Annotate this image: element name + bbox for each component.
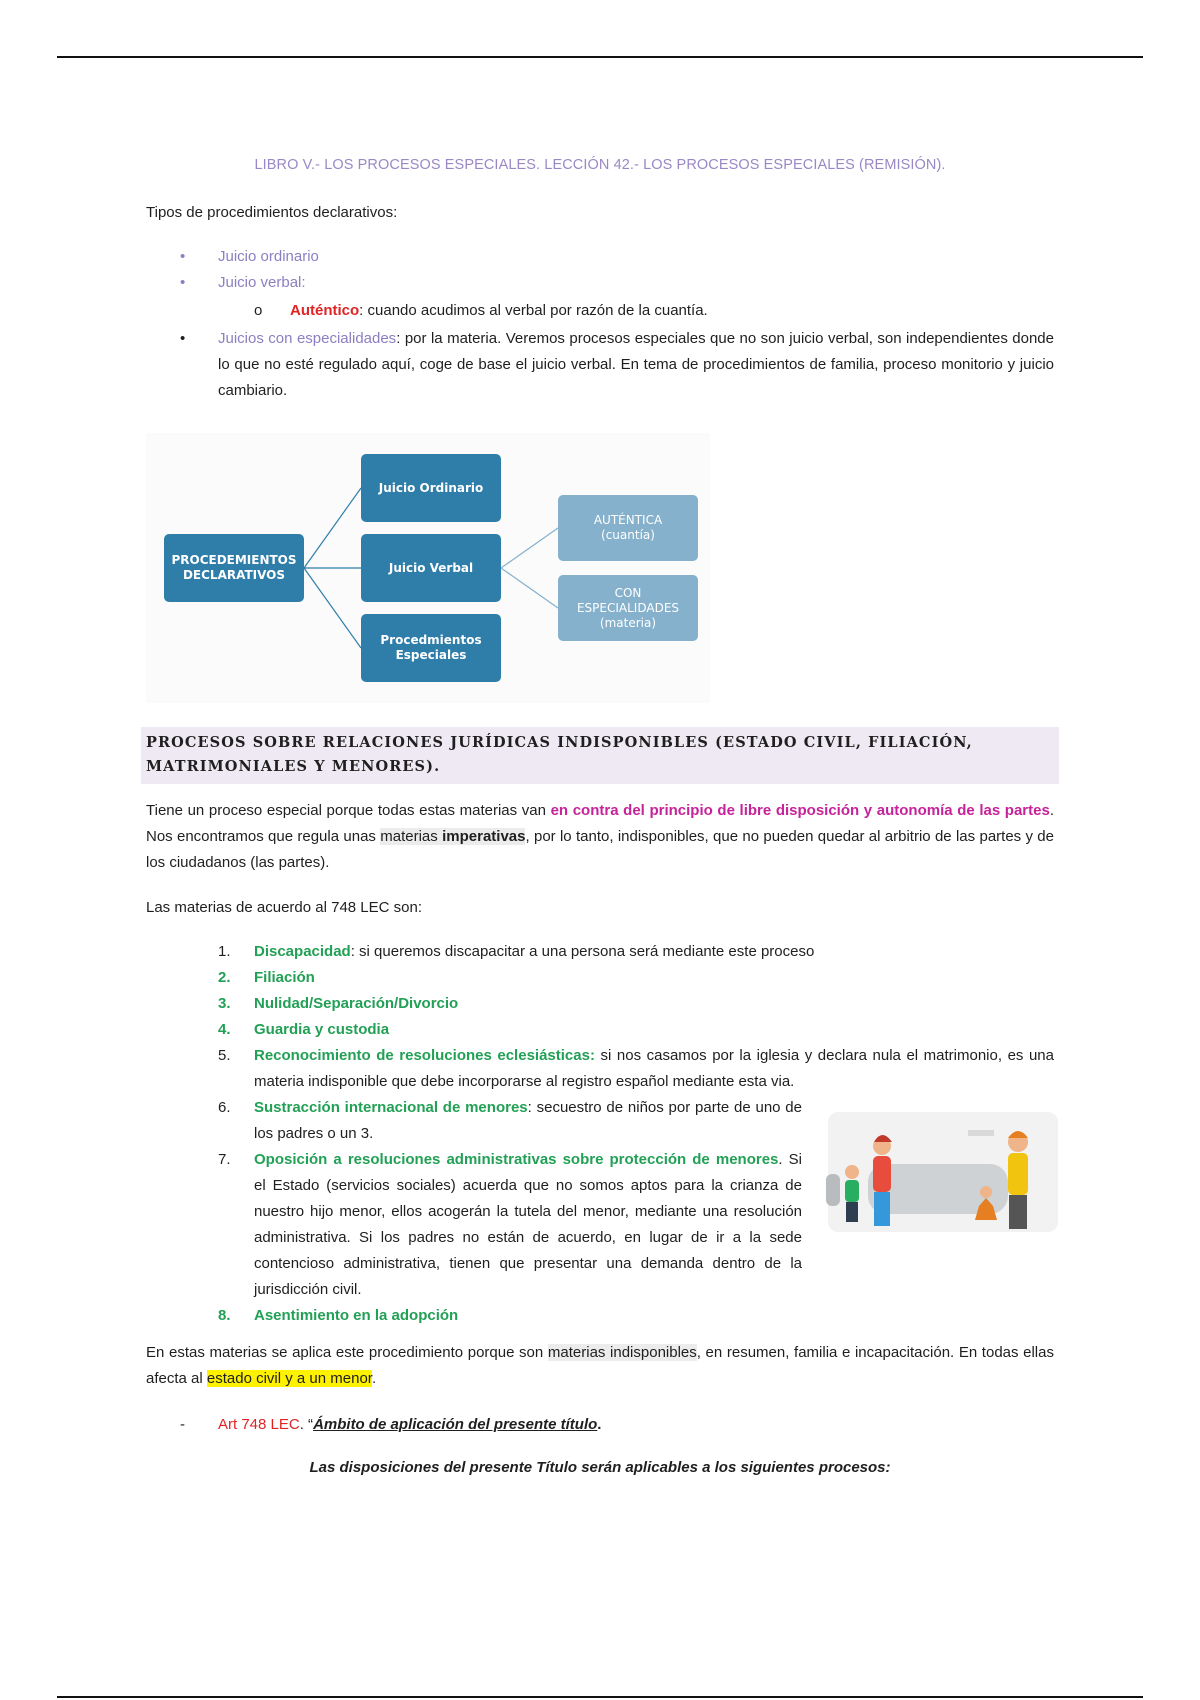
principio-highlight: en contra del principio de libre disposición y autonomía de las partes — [550, 802, 1050, 819]
imperativas-highlight: imperativas — [442, 828, 526, 845]
section-heading: PROCESOS SOBRE RELACIONES JURÍDICAS INDISPONIBLES (ESTADO CIVIL, FILIACIÓN, MATRIMONIALES Y MENORES). — [141, 727, 1059, 784]
boy-legs — [846, 1202, 858, 1222]
circle-bullet-icon: o — [254, 302, 263, 319]
autentica-line: (cuantía) — [601, 528, 655, 542]
diagram-autentica-box — [558, 495, 698, 561]
mother-legs — [874, 1192, 890, 1226]
connector-line — [304, 568, 361, 648]
list-item — [146, 939, 1054, 965]
especialidades-text: : por la materia. Veremos procesos especiales que no son juicio verbal, son independientes donde lo que no esté regulado aquí, coge de base el juicio verbal. En tema de procedimientos de familia, proceso monitorio y juicio cambiario. — [218, 330, 1054, 399]
verbal-sublist — [254, 298, 708, 324]
list-item — [146, 991, 1054, 1017]
con-line: (materia) — [599, 615, 657, 630]
father-body — [1008, 1153, 1028, 1195]
tipos-list — [146, 244, 1054, 296]
item-term: Sustracción internacional de menores — [254, 1099, 528, 1116]
verbal-label: Juicio Verbal — [388, 560, 474, 575]
diagram-especialidades-box — [558, 575, 698, 641]
shelf-shape — [968, 1130, 994, 1136]
text-run: . — [597, 1416, 602, 1433]
list-item — [146, 1043, 1054, 1095]
autentico-text: : cuando acudimos al verbal por razón de la cuantía. — [359, 302, 708, 319]
connector-line — [501, 528, 558, 568]
text-run: Tiene un proceso especial porque todas estas materias van — [146, 802, 551, 819]
item-text: . Si el Estado (servicios sociales) acuerda que no somos aptos para la crianza de nuestro hijo menor, ellos acogerán la tutela del menor, mediante una resolución administrativa. Si los padres no están de acuerdo, en lugar de ir a la sede contencioso administrativa, tienen que presentar una demanda dentro de la jurisdicción civil. — [254, 1151, 802, 1298]
con-line: ESPECIALIDADES — [576, 600, 680, 615]
con-line: CON — [614, 585, 642, 600]
art-748-line — [218, 1412, 601, 1438]
item-number: 7. — [218, 1151, 231, 1168]
especialidades-list — [146, 326, 1054, 404]
dash-bullet-icon: - — [180, 1416, 185, 1433]
text-run: , por lo tanto, indisponibles, que no pueden quedar al arbitrio de las partes y de los ciudadanos (las partes). — [146, 828, 1054, 871]
item-number: 5. — [218, 1047, 231, 1064]
father-legs — [1009, 1195, 1027, 1229]
list-item — [146, 1303, 1054, 1329]
especiales-line: Especiales — [395, 648, 467, 662]
root-line: PROCEDEMIENTOS — [171, 553, 297, 567]
diagram-verbal-box — [361, 534, 501, 602]
item-number: 8. — [218, 1307, 231, 1324]
autentico-term: Auténtico — [290, 302, 360, 319]
list-item — [146, 1017, 1054, 1043]
diagram-root-box — [164, 534, 304, 602]
autentica-line: AUTÉNTICA — [593, 513, 663, 527]
text-run: . “ — [299, 1416, 314, 1433]
list-item — [146, 326, 1054, 404]
girl-head — [980, 1186, 992, 1198]
page-title: LIBRO V.- LOS PROCESOS ESPECIALES. LECCIÓN 42.- LOS PROCESOS ESPECIALES (REMISIÓN). — [254, 157, 946, 173]
text-run: En estas materias se aplica este procedimiento porque son — [146, 1344, 548, 1361]
procedimientos-diagram — [146, 433, 710, 703]
materias-highlight: materias — [380, 828, 443, 845]
section-paragraph — [146, 798, 1054, 876]
diagram-ordinario-box — [361, 454, 501, 522]
item-number: 2. — [218, 969, 231, 986]
diagram-especiales-box — [361, 614, 501, 682]
item-number: 1. — [218, 943, 231, 960]
item-text: : si queremos discapacitar a una persona será mediante este proceso — [350, 943, 815, 960]
art-title: Ámbito de aplicación del presente título — [313, 1416, 598, 1433]
text-run: , en resumen, familia e incapacitación. En todas ellas afecta al — [146, 1344, 1054, 1387]
materias-indisponibles-highlight: materias indisponibles — [547, 1344, 697, 1361]
item-number: 6. — [218, 1099, 231, 1116]
text-run: . Nos encontramos que regula unas — [146, 802, 1054, 845]
materias-intro: Las materias de acuerdo al 748 LEC son: — [146, 899, 422, 916]
item-juicio-ordinario: Juicio ordinario — [218, 248, 319, 265]
mother-body — [873, 1156, 891, 1192]
tipos-label: Tipos de procedimientos declarativos: — [146, 204, 398, 221]
item-text: si nos casamos por la iglesia y declara nula el matrimonio, es una materia indisponible que debe incorporarse al registro español mediante esta via. — [254, 1047, 1054, 1090]
item-term: Reconocimiento de resoluciones eclesiásticas: — [254, 1047, 595, 1064]
top-rule — [57, 56, 1143, 58]
art-reference: Art 748 LEC — [218, 1416, 300, 1433]
list-item — [146, 244, 1054, 270]
item-term: Guardia y custodia — [254, 1021, 390, 1038]
connector-line — [304, 488, 361, 568]
item-term: Nulidad/Separación/Divorcio — [254, 995, 459, 1012]
list-item — [146, 270, 1054, 296]
bullet-icon: • — [180, 330, 186, 347]
connector-line — [501, 568, 558, 608]
item-term: Asentimiento en la adopción — [254, 1307, 459, 1324]
item-number: 4. — [218, 1021, 231, 1038]
ordinario-label: Juicio Ordinario — [378, 480, 484, 495]
family-illustration — [818, 1108, 1068, 1248]
estado-civil-highlight: estado civil y a un menor — [206, 1370, 372, 1387]
root-line: DECLARATIVOS — [182, 568, 286, 582]
list-item — [146, 965, 1054, 991]
boy-head — [845, 1165, 859, 1179]
especiales-line: Procedmientos — [380, 633, 482, 647]
boy-body — [845, 1180, 859, 1202]
bullet-icon: • — [180, 274, 186, 291]
plant-shape — [826, 1174, 840, 1206]
especialidades-term: Juicios con especialidades — [218, 330, 397, 347]
item-number: 3. — [218, 995, 231, 1012]
item-juicio-verbal: Juicio verbal: — [218, 274, 306, 291]
text-run: . — [371, 1370, 377, 1387]
item-term: Discapacidad — [254, 943, 351, 960]
list-item — [254, 298, 708, 324]
bullet-icon: • — [180, 248, 186, 265]
closing-paragraph — [146, 1340, 1054, 1392]
item-term: Filiación — [254, 969, 315, 986]
bottom-rule — [57, 1696, 1143, 1698]
item-text: : secuestro de niños por parte de uno de los padres o un 3. — [254, 1099, 802, 1142]
final-line: Las disposiciones del presente Título serán aplicables a los siguientes procesos: — [309, 1459, 891, 1476]
item-term: Oposición a resoluciones administrativas sobre protección de menores — [254, 1151, 779, 1168]
